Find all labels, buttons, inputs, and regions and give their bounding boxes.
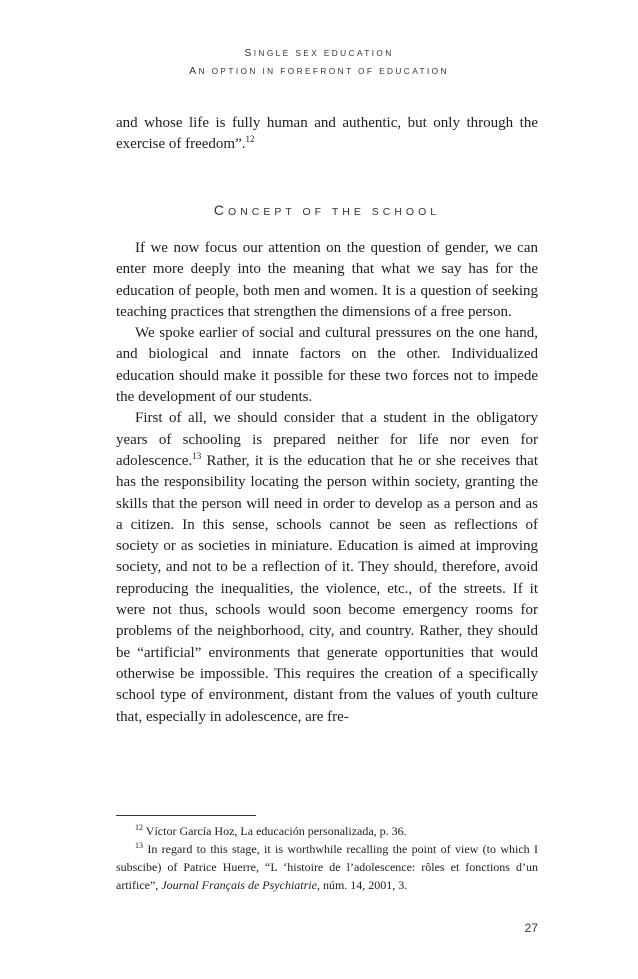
section-heading: [116, 202, 538, 218]
section-heading-initial: C: [213, 202, 229, 218]
paragraph-schooling-start: First of all, we should consider that a student in the obligatory years of schooling is prepared neither for life nor even for adolescence.: [116, 410, 538, 469]
running-head-title: [0, 47, 638, 59]
running-head-subtitle-initial: A: [189, 65, 199, 77]
intro-paragraph-block: [116, 113, 538, 156]
footnotes: [116, 822, 538, 894]
footnote-13-text: In regard to this stage, it is worthwhile recalling the point of view (to which I subscibe) of Patrice Huerre, “L ‘histoire de l’adolescence: rôles et fonctions d’un artifice”,: [116, 842, 539, 892]
intro-paragraph-text: and whose life is fully human and authentic, but only through the exercise of freedom”.: [116, 115, 538, 153]
footnote-number-12: 12: [135, 823, 143, 832]
footnote-13-citation-end: , núm. 14, 2001, 3.: [316, 878, 408, 892]
running-head-title-rest: INGLE SEX EDUCATION: [253, 48, 394, 58]
page-number: 27: [524, 921, 538, 935]
footnote-ref-12[interactable]: 12: [245, 134, 255, 145]
footnote-13-journal-title: Journal Français de Psychiatrie: [161, 878, 317, 892]
running-head-title-initial: S: [244, 47, 254, 59]
footnote-13: [116, 840, 538, 894]
running-head-subtitle: [0, 65, 638, 77]
running-head-subtitle-rest: N OPTION IN FOREFRONT OF EDUCATION: [198, 66, 449, 76]
section-heading-rest: ONCEPT OF THE SCHOOL: [228, 206, 441, 218]
paragraph-pressures: We spoke earlier of social and cultural pressures on the one hand, and biological and innate factors on the other. Individualized education should make it possible for these two forces not to impede the development of our students.: [116, 325, 538, 406]
main-text-block: [116, 238, 538, 728]
footnote-12: [116, 822, 538, 840]
paragraph-gender: If we now focus our attention on the question of gender, we can enter more deeply into the meaning that what we say has for the education of people, both men and women. It is a question of seeking teaching practices that strengthen the dimensions of a free person.: [116, 240, 538, 320]
paragraph-schooling-rest: Rather, it is the education that he or she receives that has the responsibility locating the person within society, granting the skills that the person will need in order to develop as a person and as a citizen. In this sense, schools cannot be seen as reflections of society or as societies in miniature. Education is aimed at improving society, and not to be a reflection of it. They should, therefore, avoid reproducing the inequalities, the violence, etc., of the streets. If it were not thus, schools would soon become emergency rooms for problems of the neighborhood, city, and country. Rather, they should be “artificial” environments that generate opportunities that would otherwise be impossible. This requires the creation of a specifically school type of environment, distant from the values of youth culture that, especially in adolescence, are fre-: [116, 452, 538, 725]
footnote-divider: [116, 815, 256, 816]
footnote-number-13: 13: [135, 841, 143, 850]
paragraph-schooling: [116, 408, 538, 727]
footnote-12-text: Víctor García Hoz, La educación personalizada, p. 36.: [145, 824, 407, 838]
footnote-ref-13[interactable]: 13: [192, 450, 202, 461]
intro-paragraph: [116, 113, 538, 156]
